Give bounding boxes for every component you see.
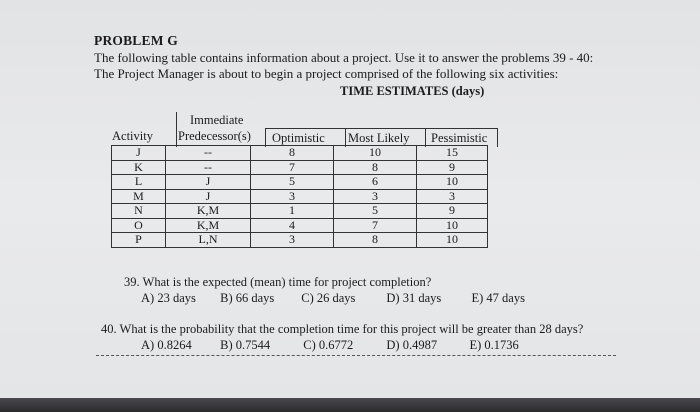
most-likely-cell: 3 — [334, 189, 417, 204]
q39-option-d[interactable]: D) 31 days — [386, 291, 442, 305]
header-activity: Activity — [112, 129, 153, 143]
activity-cell: N — [112, 204, 166, 219]
most-likely-cell: 7 — [334, 218, 417, 233]
dashed-divider — [96, 355, 616, 356]
pessimistic-cell: 10 — [417, 175, 488, 190]
predecessor-cell: -- — [166, 160, 251, 175]
activity-cell: K — [112, 160, 166, 175]
q39-option-e[interactable]: E) 47 days — [471, 291, 525, 305]
most-likely-cell: 10 — [334, 146, 417, 161]
q40-option-e[interactable]: E) 0.1736 — [469, 338, 519, 352]
predecessor-cell: K,M — [166, 218, 251, 233]
activity-table — [111, 145, 488, 248]
intro-line-2: The Project Manager is about to begin a project comprised of the following six activities: — [94, 66, 559, 81]
header-divider — [497, 128, 498, 147]
question-40: 40. What is the probability that the completion time for this project will be greater than 28 days? — [101, 322, 584, 336]
table-row — [112, 189, 488, 204]
question-39: 39. What is the expected (mean) time for project completion? — [124, 275, 432, 289]
optimistic-cell: 4 — [251, 218, 334, 233]
activity-cell: J — [112, 146, 166, 161]
pessimistic-cell: 15 — [417, 146, 488, 161]
problem-title: PROBLEM G — [94, 33, 178, 48]
most-likely-cell: 8 — [334, 160, 417, 175]
predecessor-cell: J — [166, 189, 251, 204]
table-row — [112, 160, 488, 175]
pessimistic-cell: 9 — [417, 160, 488, 175]
q40-option-d[interactable]: D) 0.4987 — [386, 338, 438, 352]
q39-option-a[interactable]: A) 23 days — [141, 291, 196, 305]
optimistic-cell: 3 — [251, 233, 334, 248]
header-predecessors: Predecessor(s) — [178, 129, 251, 143]
activity-cell: M — [112, 189, 166, 204]
header-divider — [176, 112, 177, 147]
header-pessimistic: Pessimistic — [431, 131, 488, 145]
question-39-options — [141, 291, 525, 306]
header-optimistic: Optimistic — [272, 131, 325, 145]
pessimistic-cell: 10 — [417, 218, 488, 233]
screen-edge — [0, 398, 700, 412]
q40-option-c[interactable]: C) 0.6772 — [303, 338, 354, 352]
pessimistic-cell: 3 — [417, 189, 488, 204]
optimistic-cell: 8 — [251, 146, 334, 161]
table-row — [112, 146, 488, 161]
predecessor-cell: J — [166, 175, 251, 190]
header-immediate: Immediate — [190, 113, 244, 127]
most-likely-cell: 8 — [334, 233, 417, 248]
activity-cell: P — [112, 233, 166, 248]
pessimistic-cell: 9 — [417, 204, 488, 219]
header-top-line — [265, 128, 497, 129]
most-likely-cell: 6 — [334, 175, 417, 190]
predecessor-cell: -- — [166, 146, 251, 161]
question-40-options — [141, 338, 519, 353]
table-row — [112, 233, 488, 248]
q40-option-b[interactable]: B) 0.7544 — [220, 338, 271, 352]
predecessor-cell: K,M — [166, 204, 251, 219]
q39-option-c[interactable]: C) 26 days — [301, 291, 356, 305]
table-row — [112, 218, 488, 233]
intro-line-1: The following table contains information about a project. Use it to answer the problems 39 - 40: — [94, 50, 594, 65]
most-likely-cell: 5 — [334, 204, 417, 219]
predecessor-cell: L,N — [166, 233, 251, 248]
pessimistic-cell: 10 — [417, 233, 488, 248]
table-row — [112, 204, 488, 219]
time-estimates-heading: TIME ESTIMATES (days) — [340, 84, 485, 98]
activity-cell: O — [112, 218, 166, 233]
optimistic-cell: 3 — [251, 189, 334, 204]
table-row — [112, 175, 488, 190]
optimistic-cell: 5 — [251, 175, 334, 190]
header-most-likely: Most Likely — [348, 131, 410, 145]
q39-option-b[interactable]: B) 66 days — [220, 291, 275, 305]
activity-cell: L — [112, 175, 166, 190]
optimistic-cell: 1 — [251, 204, 334, 219]
q40-option-a[interactable]: A) 0.8264 — [141, 338, 192, 352]
optimistic-cell: 7 — [251, 160, 334, 175]
